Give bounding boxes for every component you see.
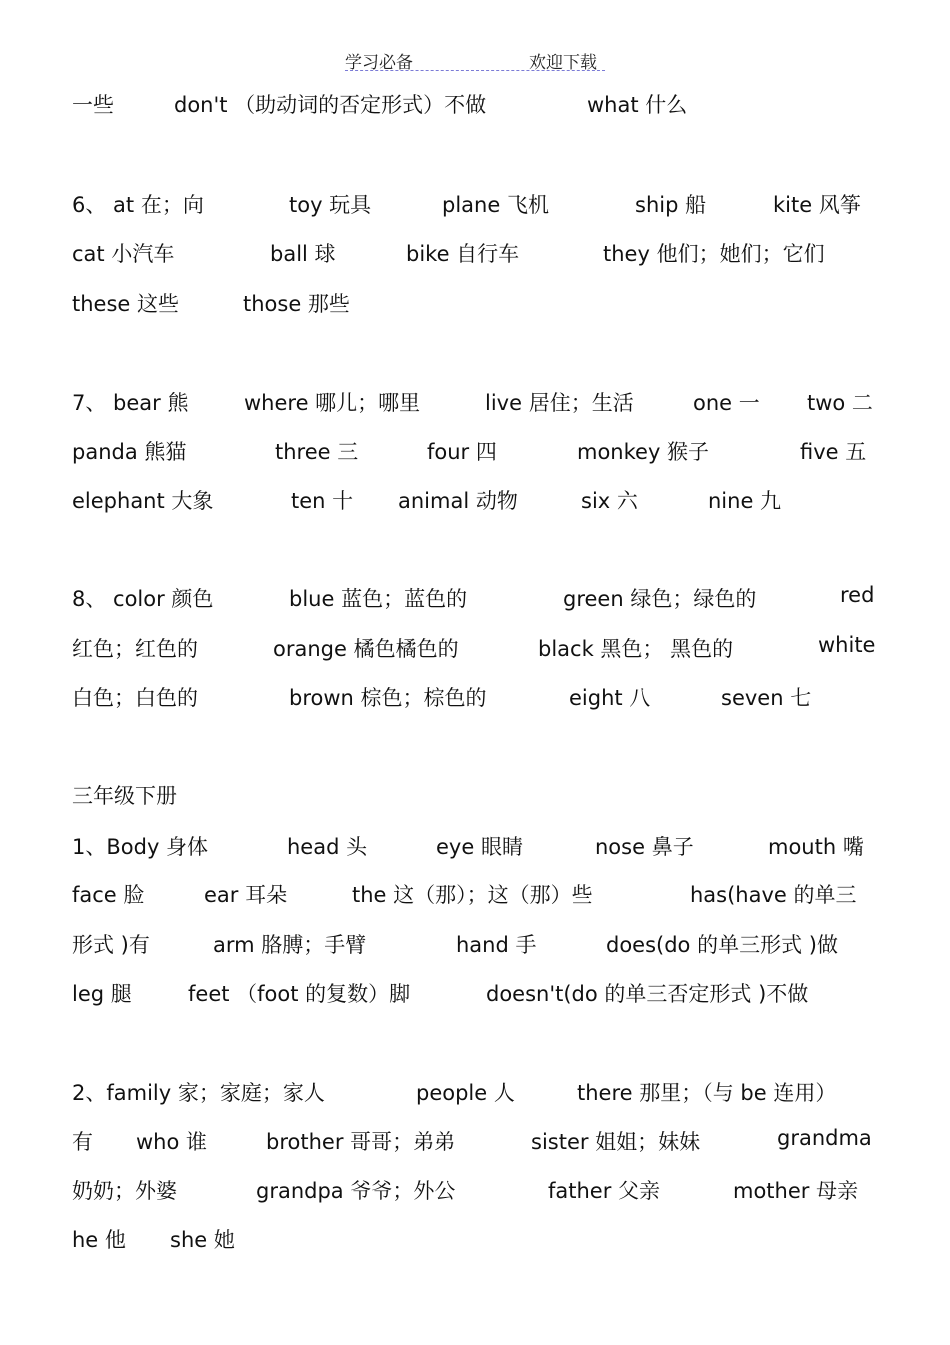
vocab-item: what 什么 — [587, 93, 688, 117]
vocab-item: doesn't(do 的单三否定形式 )不做 — [486, 982, 809, 1006]
vocab-item: ball 球 — [270, 242, 336, 266]
vocab-item: 一些 — [72, 93, 114, 117]
vocab-item: mouth 嘴 — [768, 835, 864, 859]
vocab-item: ear 耳朵 — [204, 883, 288, 907]
section-heading: 三年级下册 — [72, 784, 177, 808]
vocab-item: toy 玩具 — [289, 193, 372, 217]
vocab-item: live 居住；生活 — [485, 391, 634, 415]
vocab-item: where 哪儿；哪里 — [244, 391, 421, 415]
vocab-item: eye 眼睛 — [436, 835, 523, 859]
vocab-item: blue 蓝色；蓝色的 — [289, 587, 468, 611]
vocab-item: elephant 大象 — [72, 489, 214, 513]
vocab-item: four 四 — [427, 440, 497, 464]
vocab-item: don't （助动词的否定形式）不做 — [174, 93, 487, 117]
vocab-line — [72, 929, 878, 963]
vocab-item: panda 熊猫 — [72, 440, 187, 464]
vocab-item: leg 腿 — [72, 982, 132, 1006]
vocab-item: orange 橘色橘色的 — [273, 637, 459, 661]
vocab-item: 白色；白色的 — [72, 686, 198, 710]
header-left-text: 学习必备 — [345, 53, 413, 73]
vocab-item: three 三 — [275, 440, 359, 464]
vocab-item: 1、Body 身体 — [72, 835, 209, 859]
vocab-line — [72, 1077, 878, 1111]
vocab-line — [72, 633, 878, 667]
vocab-item: sister 姐姐；妹妹 — [531, 1130, 701, 1154]
vocab-line — [72, 387, 878, 421]
vocab-item: people 人 — [416, 1081, 515, 1105]
vocab-item: plane 飞机 — [442, 193, 549, 217]
vocab-item: does(do 的单三形式 )做 — [606, 933, 838, 957]
vocab-line — [72, 485, 878, 519]
vocab-item: one 一 — [693, 391, 760, 415]
vocab-item: these 这些 — [72, 292, 179, 316]
vocab-item: grandma — [777, 1126, 872, 1150]
vocab-item: they 他们；她们；它们 — [603, 242, 825, 266]
vocab-item: father 父亲 — [548, 1179, 661, 1203]
vocab-item: the 这（那）；这（那）些 — [352, 883, 593, 907]
page-header — [345, 48, 605, 71]
vocab-line — [72, 682, 878, 716]
vocab-line — [72, 288, 878, 322]
vocab-line — [72, 1126, 878, 1160]
header-right-text: 欢迎下载 — [529, 53, 597, 73]
vocab-item: ten 十 — [291, 489, 354, 513]
vocab-line — [72, 831, 878, 865]
vocab-item: cat 小汽车 — [72, 242, 175, 266]
vocab-line — [72, 436, 878, 470]
vocab-item: 红色；红色的 — [72, 637, 198, 661]
vocab-item: 8、 color 颜色 — [72, 587, 214, 611]
vocab-item: nose 鼻子 — [595, 835, 694, 859]
vocab-item: head 头 — [287, 835, 368, 859]
vocab-item: 6、 at 在；向 — [72, 193, 204, 217]
vocab-line — [72, 238, 878, 272]
vocab-item: seven 七 — [721, 686, 812, 710]
vocab-line — [72, 1224, 878, 1258]
vocab-item: grandpa 爷爷；外公 — [256, 1179, 456, 1203]
vocab-item: five 五 — [800, 440, 867, 464]
vocab-item: mother 母亲 — [733, 1179, 859, 1203]
vocab-line — [72, 879, 878, 913]
vocab-line — [72, 978, 878, 1012]
vocab-item: eight 八 — [569, 686, 651, 710]
vocab-item: who 谁 — [136, 1130, 208, 1154]
vocab-item: 有 — [72, 1130, 93, 1154]
vocab-item: she 她 — [170, 1228, 235, 1252]
vocab-item: green 绿色；绿色的 — [563, 587, 757, 611]
vocab-item: kite 风筝 — [773, 193, 861, 217]
vocab-item: bike 自行车 — [406, 242, 520, 266]
vocab-line — [72, 1175, 878, 1209]
vocab-item: monkey 猴子 — [577, 440, 710, 464]
vocab-item: nine 九 — [708, 489, 782, 513]
vocab-item: 奶奶；外婆 — [72, 1179, 177, 1203]
vocab-item: brother 哥哥；弟弟 — [266, 1130, 456, 1154]
vocab-item: hand 手 — [456, 933, 537, 957]
vocab-item: black 黑色； 黑色的 — [538, 637, 734, 661]
vocab-item: 2、family 家；家庭；家人 — [72, 1081, 325, 1105]
vocab-item: animal 动物 — [398, 489, 518, 513]
vocab-line — [72, 583, 878, 617]
vocab-item: face 脸 — [72, 883, 145, 907]
vocab-item: feet （foot 的复数）脚 — [188, 982, 411, 1006]
vocab-item: 形式 )有 — [72, 933, 150, 957]
vocab-item: red — [840, 583, 875, 607]
vocab-item: brown 棕色；棕色的 — [289, 686, 487, 710]
vocab-item: there 那里；（与 be 连用） — [577, 1081, 837, 1105]
vocab-line — [72, 89, 878, 123]
vocab-line — [72, 189, 878, 223]
vocab-item: 7、 bear 熊 — [72, 391, 189, 415]
vocab-item: ship 船 — [635, 193, 707, 217]
vocab-item: six 六 — [581, 489, 638, 513]
vocab-item: two 二 — [807, 391, 873, 415]
vocab-item: he 他 — [72, 1228, 126, 1252]
vocab-item: arm 胳膊；手臂 — [213, 933, 367, 957]
vocab-item: those 那些 — [243, 292, 350, 316]
vocab-item: white — [818, 633, 876, 657]
vocab-item: has(have 的单三 — [690, 883, 857, 907]
